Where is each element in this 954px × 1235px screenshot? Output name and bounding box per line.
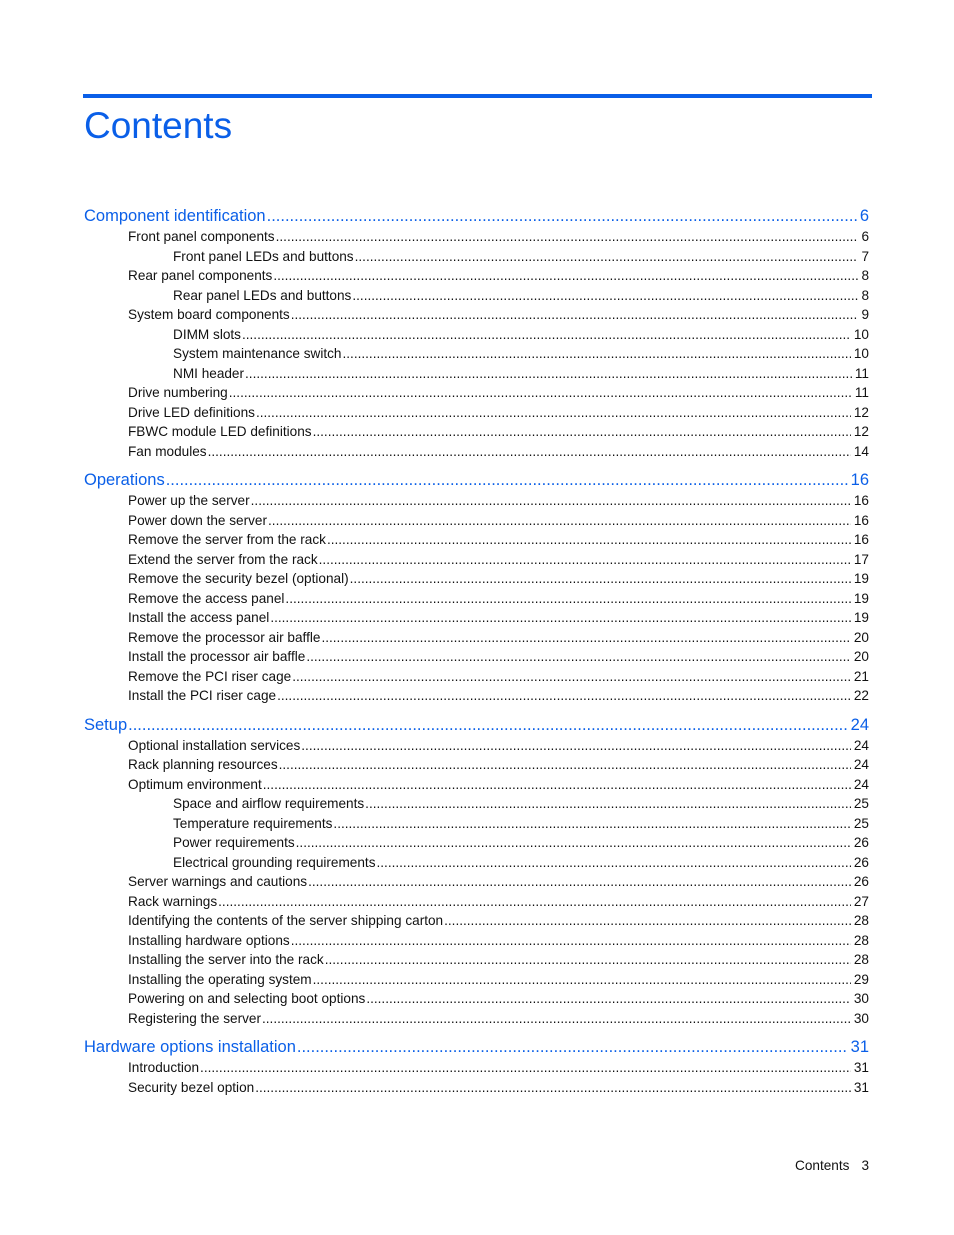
- toc-entry-title: Operations: [84, 471, 165, 489]
- toc-entry-page: 19: [853, 610, 869, 625]
- dot-leader: [245, 364, 852, 384]
- dot-leader: [308, 872, 851, 892]
- toc-entry-link[interactable]: [84, 628, 869, 648]
- toc-entry-page: 29: [853, 971, 869, 987]
- toc-entry-page: 26: [853, 835, 869, 850]
- dot-leader: [306, 647, 851, 667]
- toc-entry-link[interactable]: [84, 266, 869, 286]
- toc-entry-title: Rear panel LEDs and buttons: [173, 287, 352, 303]
- dot-leader: [279, 755, 851, 775]
- toc-entry-link[interactable]: [84, 892, 869, 912]
- dot-leader: [251, 491, 851, 511]
- toc-entry-title: Space and airflow requirements: [173, 796, 365, 811]
- toc-entry-page: 16: [853, 512, 869, 528]
- toc-entry-title: Setup: [84, 715, 128, 734]
- toc-entry-page: 26: [853, 874, 869, 889]
- toc-entry-title: NMI header: [173, 365, 245, 381]
- toc-entry-link[interactable]: [84, 589, 869, 609]
- dot-leader: [255, 1078, 851, 1098]
- toc-entry-link[interactable]: [84, 647, 869, 667]
- toc-entry-link[interactable]: [84, 442, 869, 462]
- toc-section: [84, 469, 869, 706]
- toc-entry-title: System maintenance switch: [173, 346, 342, 361]
- toc-entry-title: DIMM slots: [173, 326, 241, 342]
- toc-entry-title: Fan modules: [128, 443, 207, 459]
- dot-leader: [268, 511, 851, 531]
- toc-entry-link[interactable]: [84, 422, 869, 442]
- toc-entry-link[interactable]: [84, 755, 869, 775]
- toc-entry-page: 16: [853, 532, 869, 547]
- toc-entry-page: 25: [853, 815, 869, 831]
- dot-leader: [267, 205, 857, 227]
- toc-entry-page: 24: [853, 737, 869, 753]
- toc-entry-title: Power up the server: [128, 493, 250, 508]
- toc-chapter-link[interactable]: [84, 469, 869, 491]
- dot-leader: [291, 305, 859, 325]
- toc-entry-title: FBWC module LED definitions: [128, 424, 312, 439]
- toc-entry-link[interactable]: [84, 550, 869, 570]
- toc-entry-link[interactable]: [84, 364, 869, 384]
- toc-entry-page: 6: [861, 229, 869, 244]
- toc-entry-title: Registering the server: [128, 1010, 261, 1026]
- toc-entry-page: 21: [853, 668, 869, 684]
- toc-entry-page: 24: [850, 715, 869, 734]
- toc-entry-title: Rack planning resources: [128, 757, 278, 772]
- toc-entry-link[interactable]: [84, 403, 869, 423]
- toc-entry-link[interactable]: [84, 989, 869, 1009]
- toc-entry-title: Front panel LEDs and buttons: [173, 248, 354, 264]
- dot-leader: [277, 686, 851, 706]
- table-of-contents: [84, 205, 869, 1097]
- dot-leader: [365, 794, 851, 814]
- toc-entry-title: Introduction: [128, 1060, 200, 1075]
- dot-leader: [218, 892, 851, 912]
- toc-entry-link[interactable]: [84, 775, 869, 795]
- toc-entry-page: 31: [853, 1060, 869, 1075]
- toc-entry-link[interactable]: [84, 853, 869, 873]
- toc-entry-link[interactable]: [84, 227, 869, 247]
- toc-section: [84, 714, 869, 1029]
- dot-leader: [292, 667, 851, 687]
- toc-entry-link[interactable]: [84, 814, 869, 834]
- toc-entry-title: Rear panel components: [128, 268, 273, 283]
- toc-entry-link[interactable]: [84, 1058, 869, 1078]
- dot-leader: [166, 469, 848, 491]
- dot-leader: [321, 628, 850, 648]
- dot-leader: [444, 911, 851, 931]
- toc-entry-title: Power requirements: [173, 835, 295, 850]
- toc-entry-page: 28: [853, 932, 869, 948]
- toc-entry-page: 27: [853, 893, 869, 909]
- toc-entry-page: 12: [853, 404, 869, 420]
- toc-entry-page: 16: [850, 471, 869, 489]
- toc-entry-link[interactable]: [84, 794, 869, 814]
- toc-entry-title: Temperature requirements: [173, 815, 333, 831]
- toc-entry-title: Optional installation services: [128, 737, 301, 753]
- toc-entry-title: Hardware options installation: [84, 1038, 296, 1056]
- toc-entry-page: 20: [853, 629, 869, 645]
- dot-leader: [319, 550, 851, 570]
- toc-entry-title: Optimum environment: [128, 776, 262, 792]
- toc-entry-link[interactable]: [84, 530, 869, 550]
- toc-entry-title: Install the processor air baffle: [128, 649, 306, 664]
- toc-entry-page: 30: [853, 1010, 869, 1026]
- toc-entry-title: Remove the PCI riser cage: [128, 668, 292, 684]
- dot-leader: [229, 383, 852, 403]
- toc-entry-page: 26: [853, 854, 869, 870]
- dot-leader: [342, 344, 850, 364]
- toc-entry-link[interactable]: [84, 383, 869, 403]
- toc-entry-link[interactable]: [84, 950, 869, 970]
- toc-entry-page: 17: [853, 551, 869, 567]
- toc-entry-title: Drive numbering: [128, 385, 228, 400]
- toc-chapter-link[interactable]: [84, 205, 869, 227]
- toc-entry-link[interactable]: [84, 247, 869, 267]
- toc-entry-link[interactable]: [84, 686, 869, 706]
- dot-leader: [355, 247, 859, 267]
- toc-entry-title: Front panel components: [128, 229, 275, 244]
- toc-entry-link[interactable]: [84, 833, 869, 853]
- toc-entry-link[interactable]: [84, 305, 869, 325]
- toc-entry-page: 19: [853, 590, 869, 606]
- toc-entry-title: Power down the server: [128, 512, 268, 528]
- toc-entry-title: Drive LED definitions: [128, 404, 255, 420]
- toc-entry-page: 11: [854, 385, 869, 400]
- toc-entry-link[interactable]: [84, 511, 869, 531]
- top-rule: [83, 94, 872, 98]
- toc-entry-title: Server warnings and cautions: [128, 874, 308, 889]
- toc-entry-page: 16: [853, 493, 869, 508]
- toc-entry-page: 8: [861, 268, 869, 283]
- toc-entry-title: Remove the processor air baffle: [128, 629, 321, 645]
- dot-leader: [200, 1058, 851, 1078]
- toc-entry-page: 8: [861, 287, 869, 303]
- toc-entry-page: 14: [853, 443, 869, 459]
- toc-entry-page: 24: [853, 757, 869, 772]
- dot-leader: [333, 814, 850, 834]
- dot-leader: [270, 608, 851, 628]
- dot-leader: [366, 989, 851, 1009]
- dot-leader: [285, 589, 850, 609]
- toc-entry-page: 25: [853, 796, 869, 811]
- dot-leader: [262, 1009, 851, 1029]
- dot-leader: [327, 530, 851, 550]
- dot-leader: [291, 931, 851, 951]
- dot-leader: [352, 286, 858, 306]
- toc-chapter-link[interactable]: [84, 714, 869, 736]
- dot-leader: [313, 422, 851, 442]
- footer-page-number: 3: [861, 1158, 869, 1173]
- toc-entry-title: Identifying the contents of the server shipping carton: [128, 913, 444, 928]
- dot-leader: [350, 569, 851, 589]
- toc-entry-page: 7: [861, 248, 869, 264]
- toc-entry-page: 19: [853, 571, 869, 586]
- toc-entry-link[interactable]: [84, 286, 869, 306]
- toc-entry-title: Extend the server from the rack: [128, 551, 318, 567]
- toc-entry-page: 28: [853, 952, 869, 967]
- dot-leader: [273, 266, 858, 286]
- page-footer: [795, 1158, 869, 1173]
- toc-entry-link[interactable]: [84, 970, 869, 990]
- toc-entry-title: Installing hardware options: [128, 932, 290, 948]
- toc-section: [84, 1036, 869, 1097]
- toc-entry-title: Security bezel option: [128, 1079, 255, 1095]
- toc-entry-page: 24: [853, 776, 869, 792]
- toc-entry-page: 10: [853, 346, 869, 361]
- dot-leader: [301, 736, 851, 756]
- toc-entry-title: Installing the server into the rack: [128, 952, 324, 967]
- toc-entry-title: Component identification: [84, 207, 266, 225]
- toc-entry-link[interactable]: [84, 569, 869, 589]
- toc-entry-title: Install the access panel: [128, 610, 270, 625]
- toc-entry-page: 31: [850, 1038, 869, 1056]
- dot-leader: [242, 325, 851, 345]
- dot-leader: [256, 403, 851, 423]
- footer-label: Contents: [795, 1158, 850, 1173]
- dot-leader: [208, 442, 851, 462]
- page-title: Contents: [84, 105, 233, 146]
- dot-leader: [377, 853, 851, 873]
- dot-leader: [325, 950, 851, 970]
- toc-entry-link[interactable]: [84, 325, 869, 345]
- toc-chapter-link[interactable]: [84, 1036, 869, 1058]
- toc-entry-title: Remove the access panel: [128, 590, 285, 606]
- toc-entry-title: Remove the server from the rack: [128, 532, 326, 547]
- dot-leader: [313, 970, 851, 990]
- toc-entry-link[interactable]: [84, 872, 869, 892]
- dot-leader: [276, 227, 859, 247]
- toc-entry-title: System board components: [128, 307, 290, 322]
- toc-entry-title: Powering on and selecting boot options: [128, 991, 366, 1006]
- dot-leader: [296, 833, 851, 853]
- toc-entry-page: 20: [853, 649, 869, 664]
- toc-entry-title: Install the PCI riser cage: [128, 688, 277, 703]
- toc-entry-link[interactable]: [84, 931, 869, 951]
- toc-entry-title: Installing the operating system: [128, 971, 312, 987]
- toc-entry-link[interactable]: [84, 667, 869, 687]
- toc-entry-link[interactable]: [84, 491, 869, 511]
- toc-entry-page: 30: [853, 991, 869, 1006]
- toc-entry-link[interactable]: [84, 911, 869, 931]
- toc-entry-page: 28: [853, 913, 869, 928]
- toc-entry-page: 6: [859, 207, 869, 225]
- toc-entry-link[interactable]: [84, 344, 869, 364]
- toc-entry-link[interactable]: [84, 1078, 869, 1098]
- toc-entry-page: 22: [853, 688, 869, 703]
- toc-entry-title: Remove the security bezel (optional): [128, 571, 349, 586]
- dot-leader: [263, 775, 851, 795]
- dot-leader: [297, 1036, 848, 1058]
- dot-leader: [128, 714, 848, 736]
- toc-entry-title: Rack warnings: [128, 893, 218, 909]
- toc-entry-page: 9: [861, 307, 869, 322]
- toc-entry-link[interactable]: [84, 736, 869, 756]
- toc-entry-page: 10: [853, 326, 869, 342]
- toc-entry-link[interactable]: [84, 1009, 869, 1029]
- toc-entry-title: Electrical grounding requirements: [173, 854, 376, 870]
- toc-entry-page: 11: [854, 365, 869, 381]
- toc-entry-page: 31: [853, 1079, 869, 1095]
- toc-section: [84, 205, 869, 461]
- toc-entry-page: 12: [853, 424, 869, 439]
- toc-entry-link[interactable]: [84, 608, 869, 628]
